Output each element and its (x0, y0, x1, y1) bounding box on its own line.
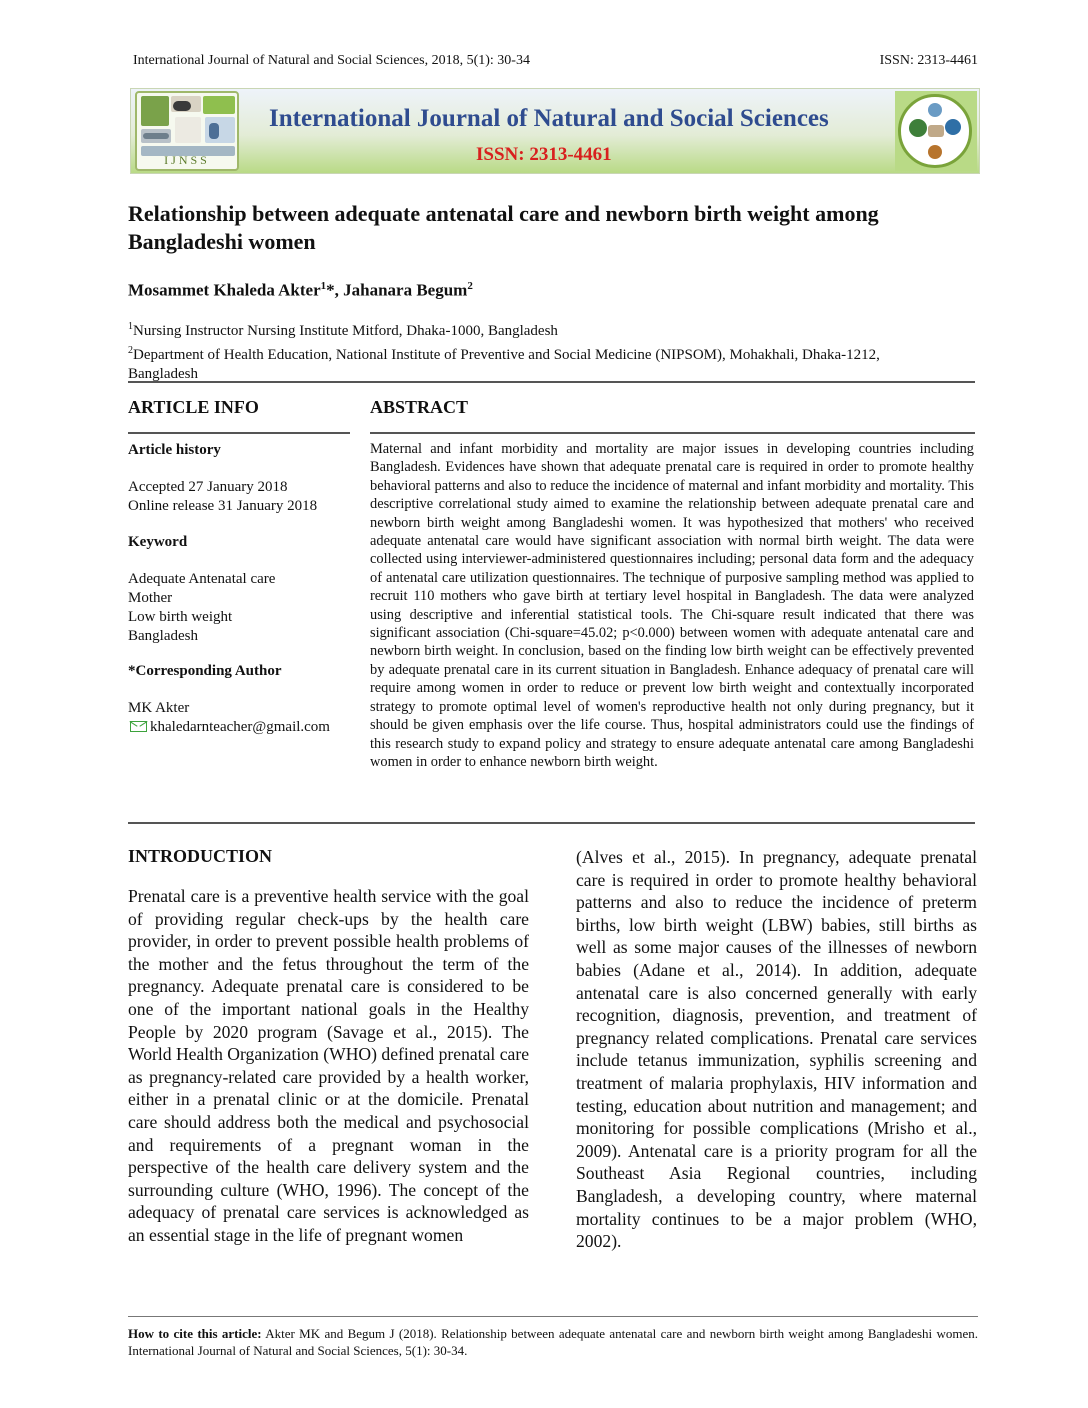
affiliation-text: Department of Health Education, National Institute of Preventive and Social Medicine (NIPSOM), Mohakhali, Dhaka-1212, Bangladesh (128, 347, 880, 382)
keyword: Low birth weight (128, 609, 233, 625)
affiliation-marker: 1 (320, 280, 327, 292)
keyword-list (128, 570, 275, 646)
author-separator: , (334, 280, 344, 300)
author-name: Mosammet Khaleda Akter (128, 280, 321, 300)
journal-banner (130, 88, 980, 174)
article-info-heading: ARTICLE INFO (128, 397, 259, 417)
divider (128, 1316, 978, 1317)
divider (128, 432, 350, 434)
running-header-journal: International Journal of Natural and Social Sciences, 2018, 5(1): 30-34 (133, 53, 530, 68)
affiliation-1 (128, 317, 948, 341)
affiliation-2 (128, 341, 948, 384)
abstract-heading: ABSTRACT (370, 397, 469, 417)
email-icon (130, 721, 147, 732)
divider (370, 432, 975, 434)
corresponding-author-heading: *Corresponding Author (128, 663, 282, 679)
affiliation-marker: 2 (467, 280, 473, 292)
accepted-date: Accepted 27 January 2018 (128, 479, 288, 495)
emblem-ring (898, 94, 972, 168)
keyword: Mother (128, 590, 173, 606)
citation-text: Akter MK and Begum J (2018). Relationship between adequate antenatal care and newborn birth weight among Bangladeshi women. International Journal of Natural and Social Sciences, 5(1): 30-34. (128, 1326, 978, 1358)
corresponding-author-email[interactable]: khaledarnteacher@gmail.com (150, 719, 330, 735)
keyword-heading: Keyword (128, 534, 188, 550)
keyword: Bangladesh (128, 628, 198, 644)
divider (128, 381, 975, 383)
citation-label: How to cite this article: (128, 1326, 262, 1341)
corresponding-author-name: MK Akter (128, 700, 190, 716)
corresponding-marker: * (326, 280, 335, 300)
author-list (128, 280, 473, 301)
abstract-text: Maternal and infant morbidity and mortality are major issues in developing countries including Bangladesh. Evidences have shown that adequate prenatal care is required in order to promote healthy behavioral patterns and also to reduce the incidence of maternal and infant morbidity and mortality. This descriptive correlational study aimed to examine the relationship between adequate prenatal care and newborn birth weight among Bangladeshi women. It was hypothesized that mothers' who received adequate antenatal care would have significant association with normal birth weight. The data were collected using interviewer-administered questionnaires including; personal data form and the adequacy of antenatal care utilization questionnaires. The technique of purposive sampling method was applied to recruit 110 mothers who gave birth at tertiary level hospital in Bangladesh. The data were analyzed using descriptive and inferential statistical tools. The Chi-square result indicated that there was significant association (Chi-square=45.02; p<0.000) between women with adequate antenatal care and newborn birth weight. In conclusion, based on the finding low birth weight can be effectively prevented by adequate prenatal care in its current situation in Bangladesh. Enhance adequacy of prenatal care will require among women in order to reduce or prevent low birth weight and contextually incorporated strategy to promote optimal level of women's reproductive health not only during pregnancy, but it should be given emphasis over the life course. Thus, hospital administrators could use the findings of this research study to expand policy and strategy to ensure adequate antenatal care among Bangladeshi women in order to enhance newborn birth weight. (370, 441, 974, 770)
online-release-date: Online release 31 January 2018 (128, 498, 318, 514)
keyword: Adequate Antenatal care (128, 571, 276, 587)
journal-issn: ISSN: 2313-4461 (476, 144, 612, 165)
article-history-heading: Article history (128, 442, 221, 458)
introduction-right-column: (Alves et al., 2015). In pregnancy, adequate prenatal care is required in order to promote healthy behavioral patterns and also to reduce the incidence of preterm births, low birth weight (LBW) babies, still births as well as some major causes of the illnesses of newborn babies (Adane et al., 2014). In addition, adequate antenatal care is also concerned generally with early recognition, diagnosis, prevention, and treatment of pregnancy related complications. Prenatal care services include tetanus immunization, syphilis screening and treatment of malaria prophylaxis, HIV information and testing, education about nutrition and management; and monitoring for possible complications (Mrisho et al., 2009). Antenatal care is a priority program for all the Southeast Asia Regional countries, including Bangladesh, a developing country, where maternal mortality continues to be a major problem (WHO, 2002). (576, 847, 977, 1252)
running-header-issn: ISSN: 2313-4461 (879, 53, 978, 68)
affiliation-number: 2 (128, 345, 133, 356)
affiliation-number: 1 (128, 321, 133, 332)
author-name: Jahanara Begum (343, 280, 468, 300)
divider (128, 822, 975, 824)
journal-emblem (895, 91, 977, 171)
paper-title: Relationship between adequate antenatal care and newborn birth weight among Bangladeshi women (128, 201, 879, 254)
journal-name: International Journal of Natural and Social Sciences (269, 105, 829, 132)
affiliations (128, 317, 948, 384)
introduction-heading: INTRODUCTION (128, 846, 273, 866)
journal-logo-collage (135, 91, 239, 171)
corresponding-author-email-row[interactable] (130, 718, 330, 737)
introduction-left-column: Prenatal care is a preventive health service with the goal of providing regular check-ups by the health care provider, in order to prevent possible health problems of the mother and the fetus throughout the term of the pregnancy. Adequate prenatal care is considered to be one of the important national goals in the Healthy People by 2020 program (Savage et al., 2015). The World Health Organization (WHO) defined prenatal care as pregnancy-related care provided by a health worker, either in a prenatal clinic or at the domicile. Prenatal care should address both the medical and psychosocial and requirements of a pregnant woman in the perspective of the health care delivery system and the surrounding culture (WHO, 1996). The concept of the adequacy of prenatal care services is acknowledged as an essential stage in the life of pregnant women (128, 886, 529, 1245)
journal-logo-text: IJNSS (164, 153, 210, 167)
affiliation-text: Nursing Instructor Nursing Institute Mitford, Dhaka-1000, Bangladesh (133, 323, 558, 339)
citation (128, 1325, 978, 1359)
